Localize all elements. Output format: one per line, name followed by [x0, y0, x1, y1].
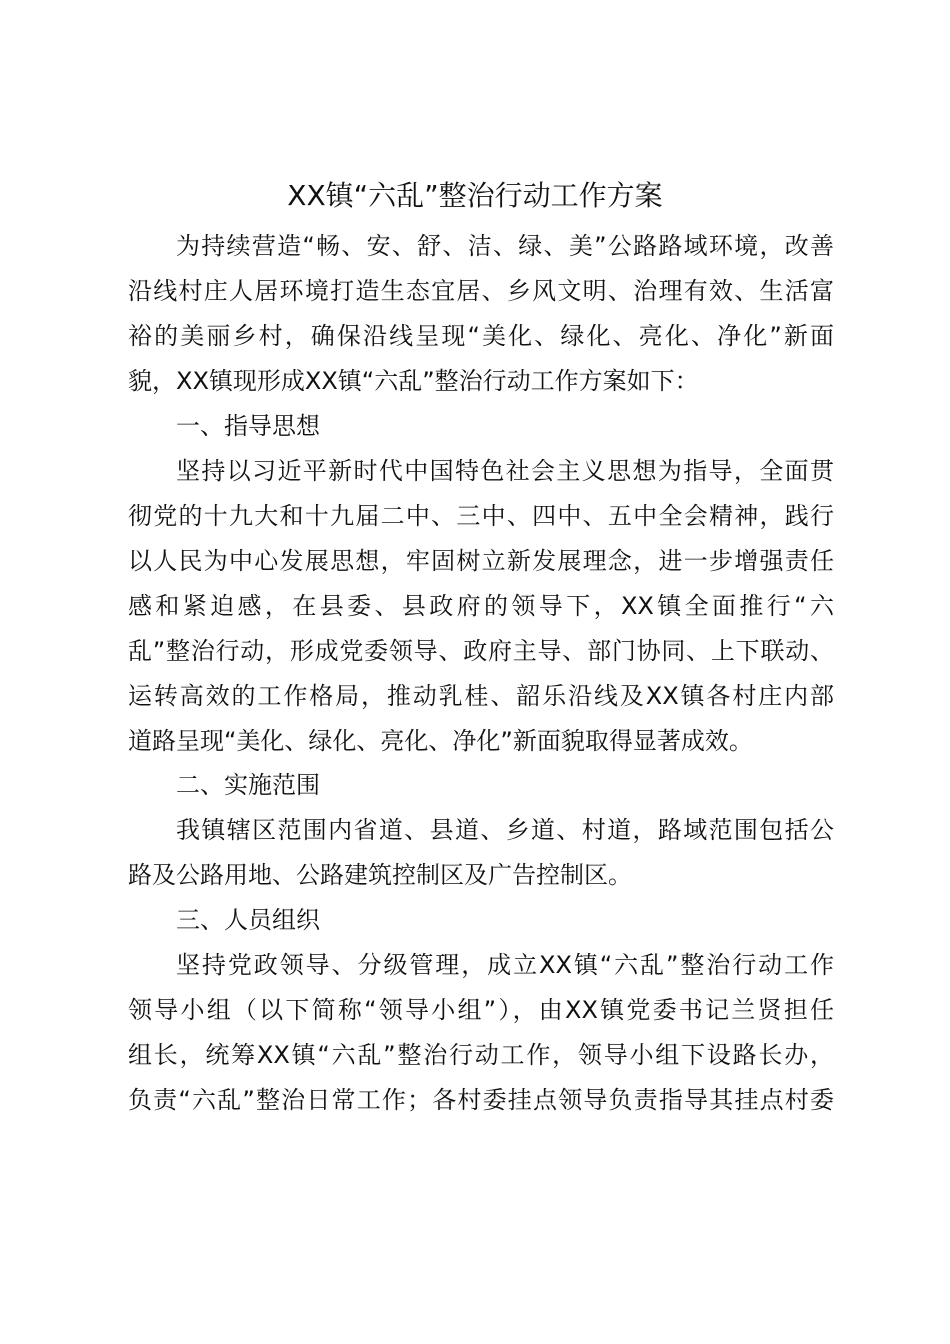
- paragraph-line: 我镇辖区范围内省道、县道、乡道、村道，路域范围包括公: [176, 816, 834, 844]
- paragraph-line: 坚持以习近平新时代中国特色社会主义思想为指导，全面贯: [176, 457, 834, 485]
- paragraph-line: 组长，统筹XX镇“六乱”整治行动工作，领导小组下设路长办，: [128, 1041, 834, 1069]
- document-title: XX镇“六乱”整治行动工作方案: [287, 179, 663, 212]
- paragraph-line: 运转高效的工作格局，推动乳桂、韶乐沿线及XX镇各村庄内部: [128, 682, 834, 710]
- paragraph-line: 彻党的十九大和十九届二中、三中、四中、五中全会精神，践行: [128, 502, 834, 530]
- paragraph-line: 负责“六乱”整治日常工作；各村委挂点领导负责指导其挂点村委: [128, 1086, 834, 1114]
- paragraph-line: 貌，XX镇现形成XX镇“六乱”整治行动工作方案如下：: [128, 367, 699, 395]
- paragraph-line: 路及公路用地、公路建筑控制区及广告控制区。: [128, 861, 632, 889]
- paragraph-line: 乱”整治行动，形成党委领导、政府主导、部门协同、上下联动、: [128, 637, 834, 665]
- paragraph-line: 感和紧迫感，在县委、县政府的领导下，XX镇全面推行“六: [128, 592, 834, 620]
- section-heading: 二、实施范围: [176, 771, 320, 799]
- paragraph-line: 沿线村庄人居环境打造生态宜居、乡风文明、治理有效、生活富: [128, 277, 834, 305]
- section-heading: 一、指导思想: [176, 412, 320, 440]
- paragraph-line: 领导小组（以下简称“领导小组”），由XX镇党委书记兰贤担任: [128, 996, 834, 1024]
- paragraph-line: 为持续营造“畅、安、舒、洁、绿、美”公路路域环境，改善: [176, 232, 834, 260]
- section-heading: 三、人员组织: [176, 906, 320, 934]
- paragraph-line: 道路呈现“美化、绿化、亮化、净化”新面貌取得显著成效。: [128, 727, 753, 755]
- paragraph-line: 裕的美丽乡村，确保沿线呈现“美化、绿化、亮化、净化”新面: [128, 322, 834, 350]
- paragraph-line: 以人民为中心发展思想，牢固树立新发展理念，进一步增强责任: [128, 547, 834, 575]
- paragraph-line: 坚持党政领导、分级管理，成立XX镇“六乱”整治行动工作: [176, 951, 834, 979]
